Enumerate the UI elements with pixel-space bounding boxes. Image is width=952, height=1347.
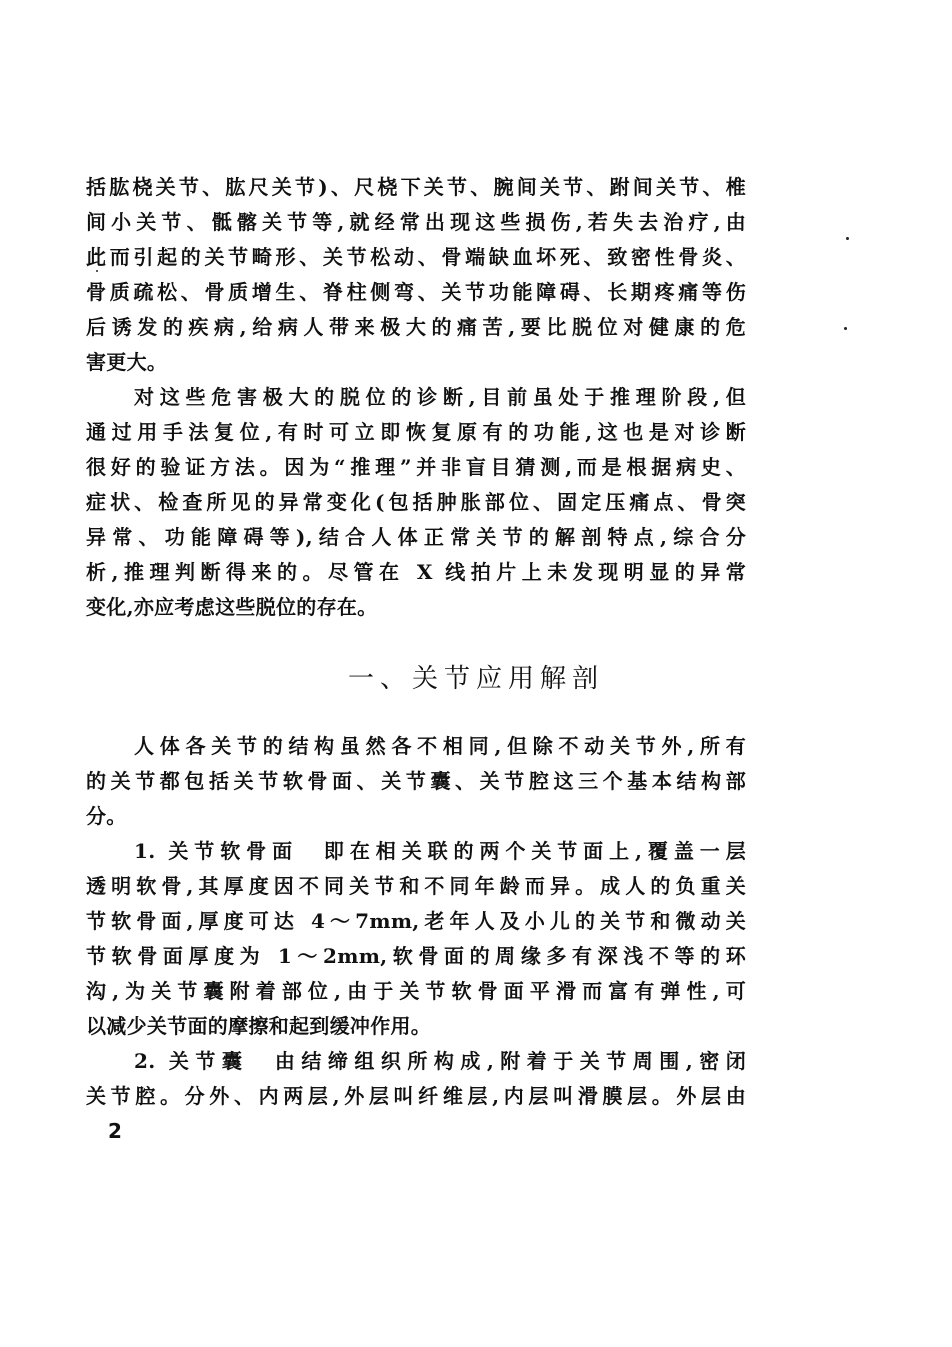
scan-speck	[96, 270, 98, 272]
text-line: 析,推理判断得来的。尽管在 X 线拍片上未发现明显的异常	[86, 560, 746, 584]
text-line: 分。	[86, 804, 127, 828]
text-line: 以减少关节面的摩擦和起到缓冲作用。	[86, 1014, 432, 1038]
text-line: 节软骨面厚度为 1～2mm,软骨面的周缘多有深浅不等的环	[86, 944, 746, 968]
text-line: 1. 关节软骨面 即在相关联的两个关节面上,覆盖一层	[134, 839, 746, 863]
text-line: 害更大。	[86, 350, 168, 374]
text-line: 后诱发的疾病,给病人带来极大的痛苦,要比脱位对健康的危	[86, 315, 746, 339]
scan-speck	[844, 327, 847, 330]
text-line: 透明软骨,其厚度因不同关节和不同年龄而异。成人的负重关	[86, 874, 746, 898]
text-line: 人体各关节的结构虽然各不相同,但除不动关节外,所有	[134, 734, 746, 758]
page-number: 2	[108, 1119, 122, 1143]
text-line: 异常、功能障碍等),结合人体正常关节的解剖特点,综合分	[86, 525, 746, 549]
text-line: 很好的验证方法。因为“推理”并非盲目猜测,而是根据病史、	[86, 455, 746, 479]
text-line: 此而引起的关节畸形、关节松动、骨端缺血坏死、致密性骨炎、	[86, 245, 746, 269]
text-line: 关节腔。分外、内两层,外层叫纤维层,内层叫滑膜层。外层由	[86, 1084, 746, 1108]
text-line: 通过用手法复位,有时可立即恢复原有的功能,这也是对诊断	[86, 420, 746, 444]
text-line: 骨质疏松、骨质增生、脊柱侧弯、关节功能障碍、长期疼痛等伤	[86, 280, 746, 304]
text-line: 变化,亦应考虑这些脱位的存在。	[86, 595, 378, 619]
text-line: 节软骨面,厚度可达 4～7mm,老年人及小儿的关节和微动关	[86, 909, 746, 933]
scan-speck	[846, 237, 849, 240]
text-line: 的关节都包括关节软骨面、关节囊、关节腔这三个基本结构部	[86, 769, 746, 793]
text-line: 括肱桡关节、肱尺关节)、尺桡下关节、腕间关节、跗间关节、椎	[86, 175, 746, 199]
text-line: 对这些危害极大的脱位的诊断,目前虽处于推理阶段,但	[134, 385, 746, 409]
text-line: 沟,为关节囊附着部位,由于关节软骨面平滑而富有弹性,可	[86, 979, 746, 1003]
text-line: 2. 关节囊 由结缔组织所构成,附着于关节周围,密闭	[134, 1049, 746, 1073]
section-title: 一、关节应用解剖	[347, 664, 604, 694]
text-line: 间小关节、骶髂关节等,就经常出现这些损伤,若失去治疗,由	[86, 210, 746, 234]
text-line: 症状、检查所见的异常变化(包括肿胀部位、固定压痛点、骨突	[86, 490, 746, 514]
